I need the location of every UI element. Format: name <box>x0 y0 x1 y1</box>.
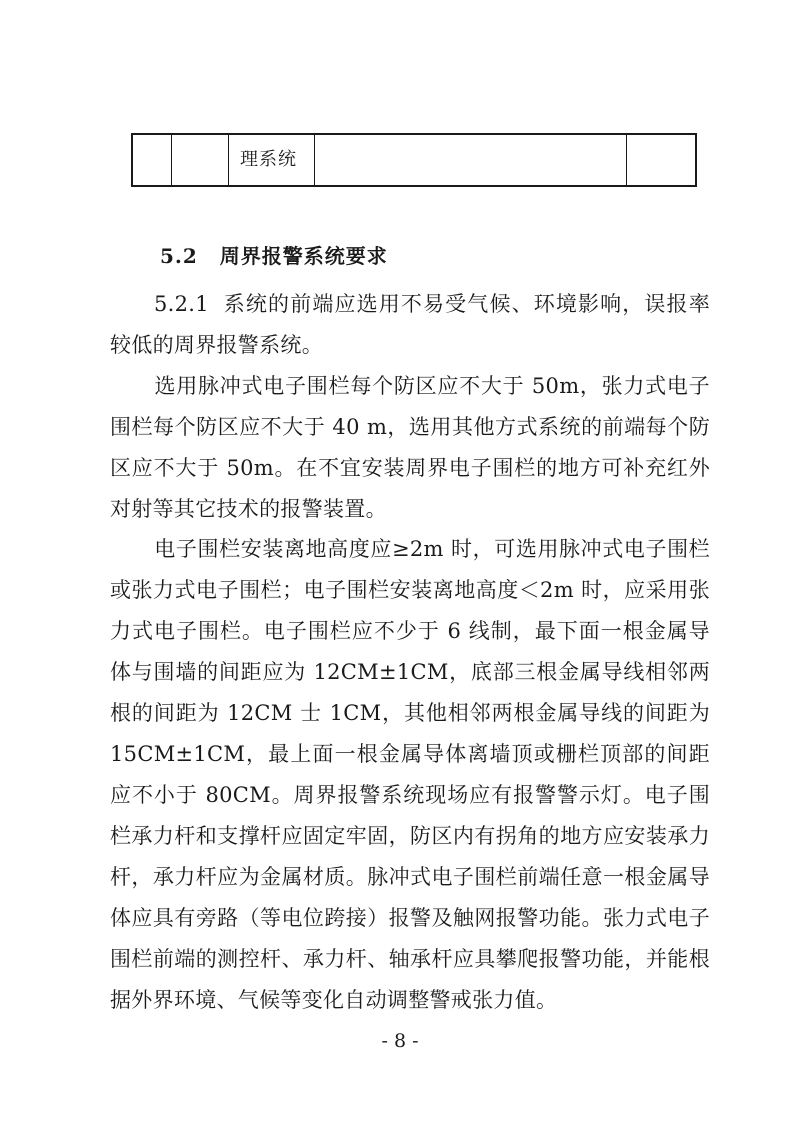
section-number: 5.2 <box>160 244 198 268</box>
clause-text: 系统的前端应选用不易受气候、环境影响，误报率较低的周界报警系统。 <box>110 292 710 357</box>
body-paragraph <box>110 529 710 1021</box>
page-number: - 8 - <box>381 1030 419 1052</box>
section-heading <box>160 240 388 269</box>
clause-paragraph <box>110 284 710 366</box>
clause-number: 5.2.1 <box>154 292 209 316</box>
table-column-divider <box>171 135 172 185</box>
table-column-divider <box>228 135 229 185</box>
table-fragment <box>131 133 697 187</box>
table-column-divider <box>314 135 315 185</box>
paragraph-text: 选用脉冲式电子围栏每个防区应不大于 50m，张力式电子围栏每个防区应不大于 40 m，选用其他方式系统的前端每个防区应不大于 50m。在不宜安装周界电子围栏的地方可补充红外对射等其它技术的报警装置。 <box>110 374 710 521</box>
body-paragraph <box>110 366 710 530</box>
paragraph-text: 电子围栏安装离地高度应≥2m 时，可选用脉冲式电子围栏或张力式电子围栏；电子围栏安装离地高度＜2m 时，应采用张力式电子围栏。电子围栏应不少于 6 线制，最下面一根金属导体与围墙的间距应为 12CM±1CM，底部三根金属导线相邻两根的间距为 12CM 士 1CM，其他相邻两根金属导线的间距为 15CM±1CM，最上面一根金属导体离墙顶或栅栏顶部的间距应不小于 80CM。周界报警系统现场应有报警警示灯。电子围栏承力杆和支撑杆应固定牢固，防区内有拐角的地方应安装承力杆，承力杆应为金属材质。脉冲式电子围栏前端任意一根金属导体应具有旁路（等电位跨接）报警及触网报警功能。张力式电子围栏前端的测控杆、承力杆、轴承杆应具攀爬报警功能，并能根据外界环境、气候等变化自动调整警戒张力值。 <box>110 537 710 1012</box>
table-column-divider <box>626 135 627 185</box>
table-cell-text: 理系统 <box>240 149 297 170</box>
section-title: 周界报警系统要求 <box>219 244 388 268</box>
